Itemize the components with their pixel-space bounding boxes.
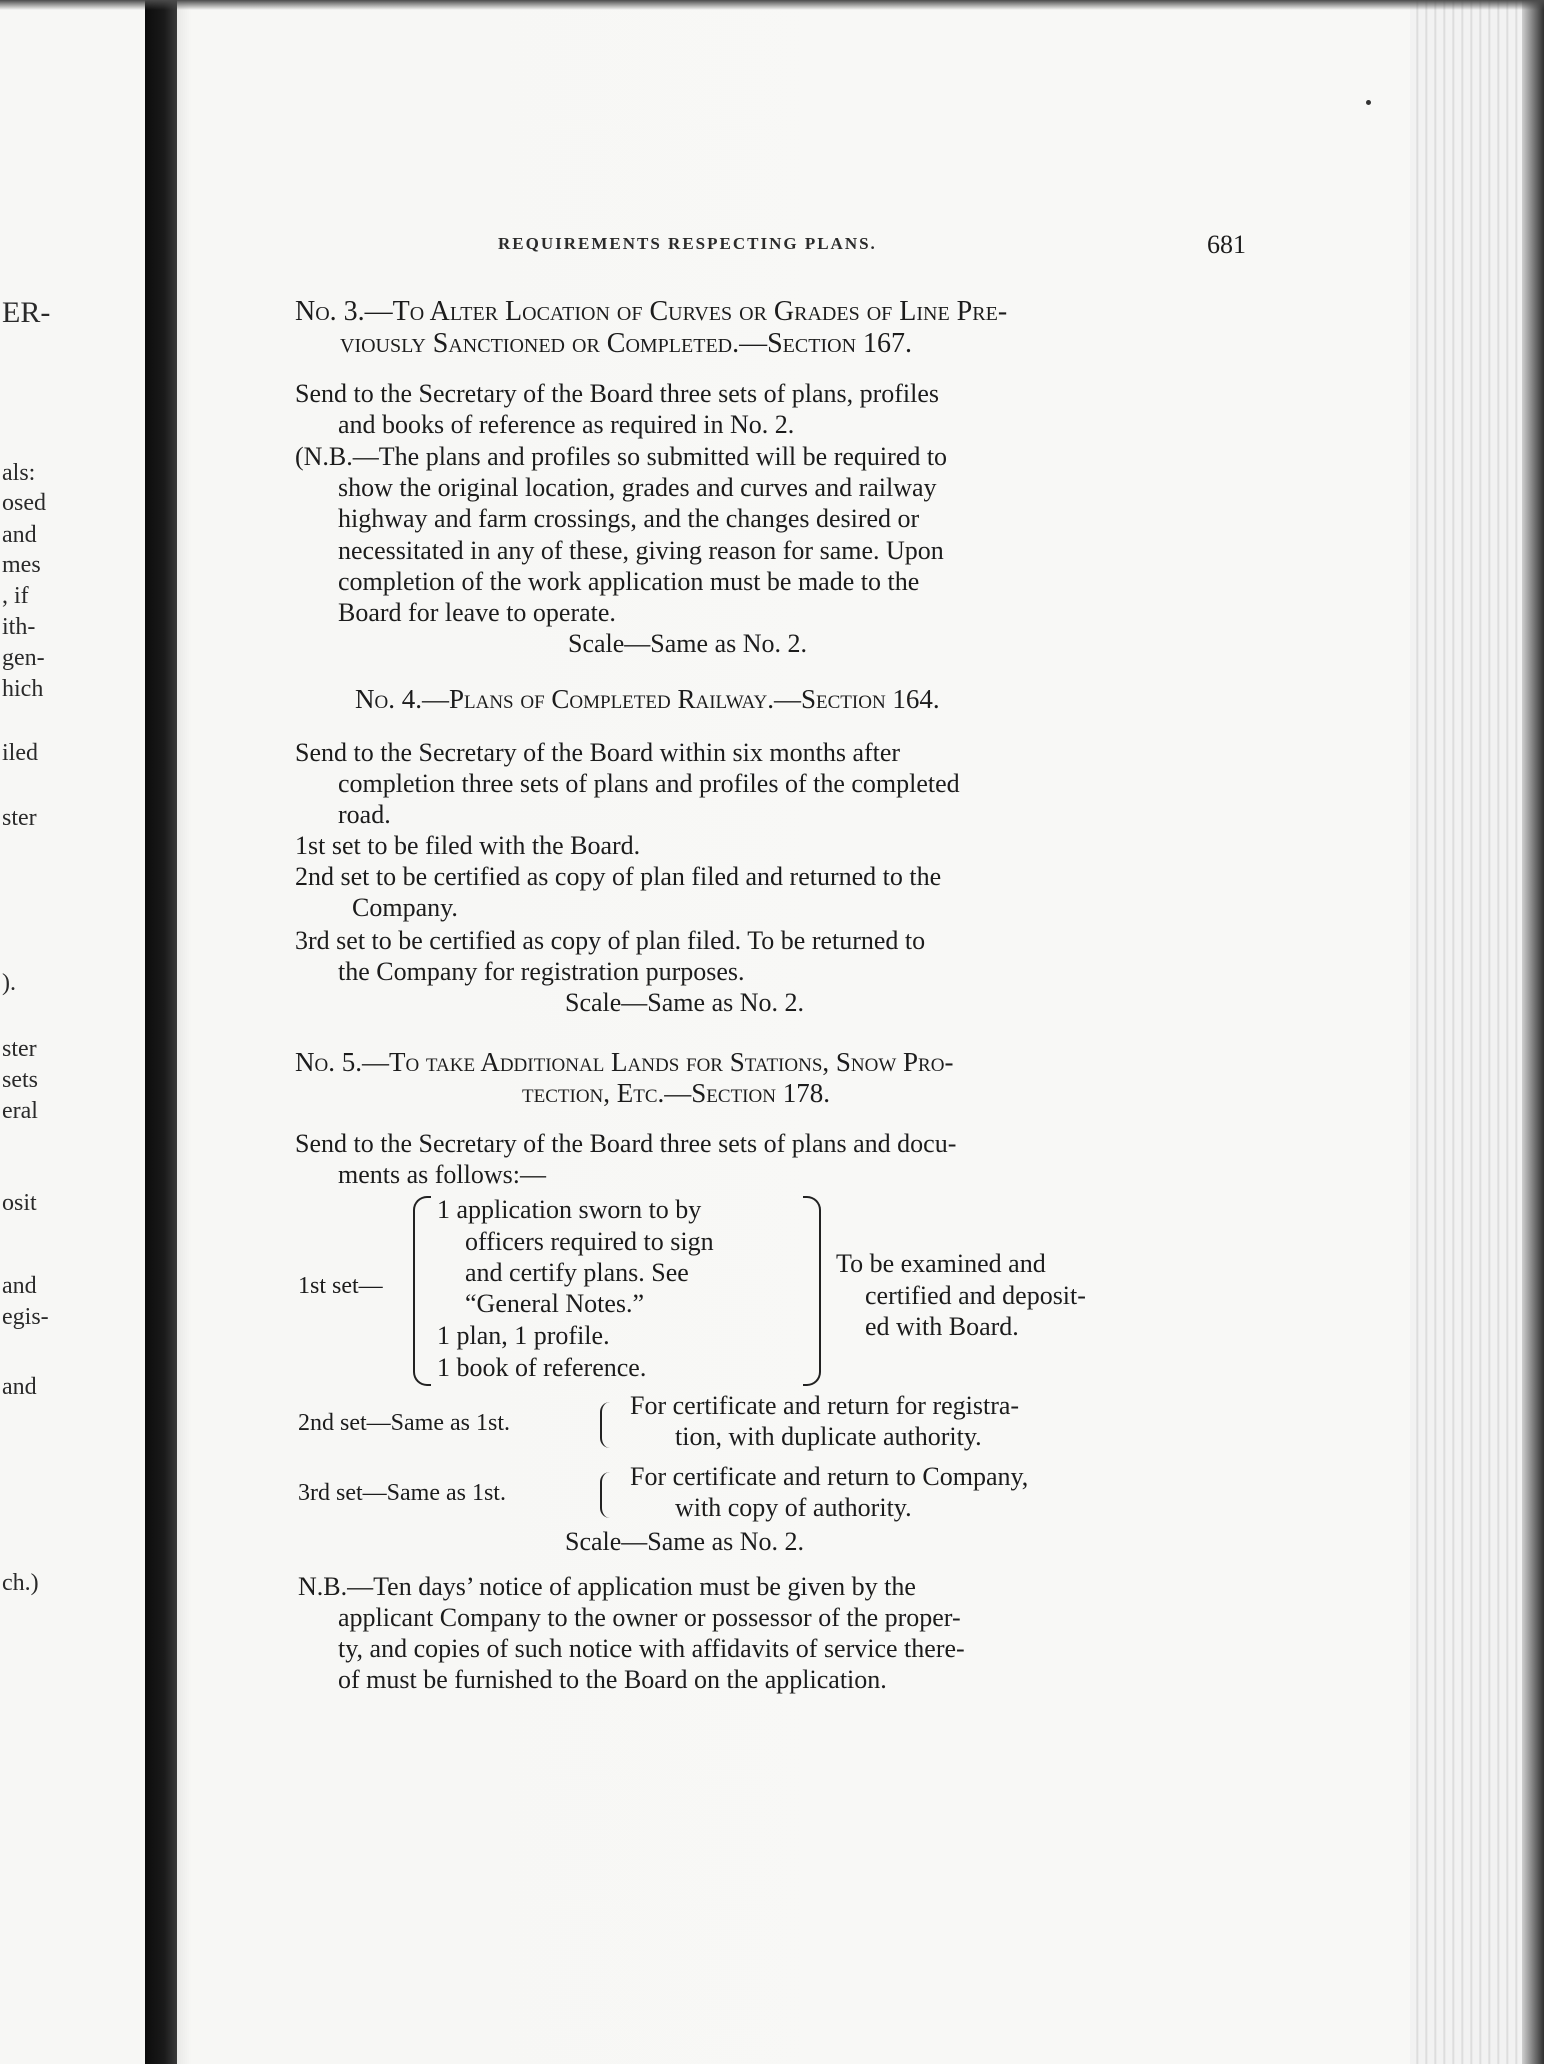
first-set-note: To be examined and — [836, 1249, 1046, 1278]
body-line: completion of the work application must be made to the — [338, 567, 920, 596]
first-set-item: 1 application sworn to by — [437, 1195, 702, 1224]
facing-page-fragment: and — [2, 1273, 37, 1299]
running-head: REQUIREMENTS RESPECTING PLANS. — [498, 234, 877, 253]
second-set-note: For certificate and return for registra- — [630, 1391, 1020, 1420]
facing-page-fragment: ER- — [2, 296, 51, 329]
facing-page-edge — [0, 0, 145, 2064]
nb-line: ty, and copies of such notice with affidavits of service there- — [338, 1634, 965, 1663]
first-set-label: 1st set— — [298, 1273, 383, 1299]
first-set-item: 1 book of reference. — [437, 1353, 647, 1382]
facing-page-fragment: ster — [2, 1036, 37, 1062]
body-line: 2nd set to be certified as copy of plan filed and returned to the — [295, 862, 942, 891]
section-heading: No. 5.—To take Additional Lands for Stations, Snow Pro- — [295, 1047, 954, 1077]
facing-page-fragment: ster — [2, 805, 37, 831]
body-line: highway and farm crossings, and the changes desired or — [338, 504, 920, 533]
nb-line: of must be furnished to the Board on the application. — [338, 1665, 887, 1694]
facing-page-fragment: sets — [2, 1067, 38, 1093]
body-line: (N.B.—The plans and profiles so submitted will be required to — [295, 442, 948, 471]
body-line: necessitated in any of these, giving reason for same. Upon — [338, 536, 944, 565]
body-line: Board for leave to operate. — [338, 598, 616, 627]
body-line: show the original location, grades and curves and railway — [338, 473, 937, 502]
body-line: completion three sets of plans and profiles of the completed — [338, 769, 960, 798]
body-line: 3rd set to be certified as copy of plan filed. To be returned to — [295, 926, 926, 955]
body-line: Send to the Secretary of the Board three sets of plans and docu- — [295, 1129, 957, 1158]
first-set-item: 1 plan, 1 profile. — [437, 1321, 610, 1350]
facing-page-fragment: hich — [2, 676, 44, 702]
first-set-note: ed with Board. — [865, 1312, 1019, 1341]
facing-page-fragment: and — [2, 1374, 37, 1400]
facing-page-fragment: , if — [2, 583, 29, 609]
small-brace — [600, 1472, 612, 1518]
body-line: ments as follows:— — [338, 1160, 546, 1189]
facing-page-fragment: als: — [2, 460, 36, 486]
facing-page-fragment: osit — [2, 1190, 37, 1216]
third-set-label: 3rd set—Same as 1st. — [298, 1480, 506, 1506]
first-set-item: officers required to sign — [465, 1227, 714, 1256]
third-set-note: with copy of authority. — [675, 1493, 912, 1522]
body-line: and books of reference as required in No. 2. — [338, 410, 795, 439]
first-set-item: “General Notes.” — [465, 1289, 645, 1318]
book-gutter — [145, 0, 177, 2064]
first-set-note: certified and deposit- — [865, 1281, 1086, 1310]
facing-page-fragment: osed — [2, 490, 46, 516]
facing-page-fragment: iled — [2, 740, 38, 766]
section-heading: viously Sanctioned or Completed.—Section 167. — [340, 328, 913, 359]
section-heading: No. 4.—Plans of Completed Railway.—Section 164. — [355, 684, 940, 714]
third-set-note: For certificate and return to Company, — [630, 1462, 1029, 1491]
scale-note: Scale—Same as No. 2. — [568, 629, 808, 658]
second-set-label: 2nd set—Same as 1st. — [298, 1410, 510, 1436]
scan-speck — [1366, 100, 1371, 105]
body-line: 1st set to be filed with the Board. — [295, 831, 641, 860]
section-heading: tection, Etc.—Section 178. — [522, 1078, 830, 1108]
small-brace — [600, 1402, 612, 1448]
facing-page-fragment: eral — [2, 1098, 38, 1124]
facing-page-fragment: egis- — [2, 1304, 49, 1330]
left-brace — [413, 1196, 431, 1386]
facing-page-fragment: ch.) — [2, 1570, 39, 1596]
scale-note: Scale—Same as No. 2. — [565, 1527, 805, 1556]
facing-page-fragment: ). — [2, 970, 16, 996]
scale-note: Scale—Same as No. 2. — [565, 988, 805, 1017]
first-set-item: and certify plans. See — [465, 1258, 689, 1287]
body-line: Send to the Secretary of the Board within six months after — [295, 738, 901, 767]
body-line: the Company for registration purposes. — [338, 957, 745, 986]
facing-page-fragment: mes — [2, 552, 41, 578]
right-brace — [803, 1196, 821, 1386]
second-set-note: tion, with duplicate authority. — [675, 1422, 982, 1451]
nb-line: N.B.—Ten days’ notice of application must be given by the — [298, 1572, 916, 1601]
page-stack-edge — [1410, 0, 1544, 2064]
nb-line: applicant Company to the owner or possessor of the proper- — [338, 1603, 961, 1632]
scan-top-shadow — [0, 0, 1544, 10]
section-heading: No. 3.—To Alter Location of Curves or Grades of Line Pre- — [295, 296, 1008, 327]
body-line: road. — [338, 800, 391, 829]
body-line: Send to the Secretary of the Board three sets of plans, profiles — [295, 379, 940, 408]
body-line: Company. — [352, 893, 458, 922]
facing-page-fragment: ith- — [2, 614, 36, 640]
page-number: 681 — [1207, 230, 1246, 259]
facing-page-fragment: and — [2, 522, 37, 548]
facing-page-fragment: gen- — [2, 645, 45, 671]
